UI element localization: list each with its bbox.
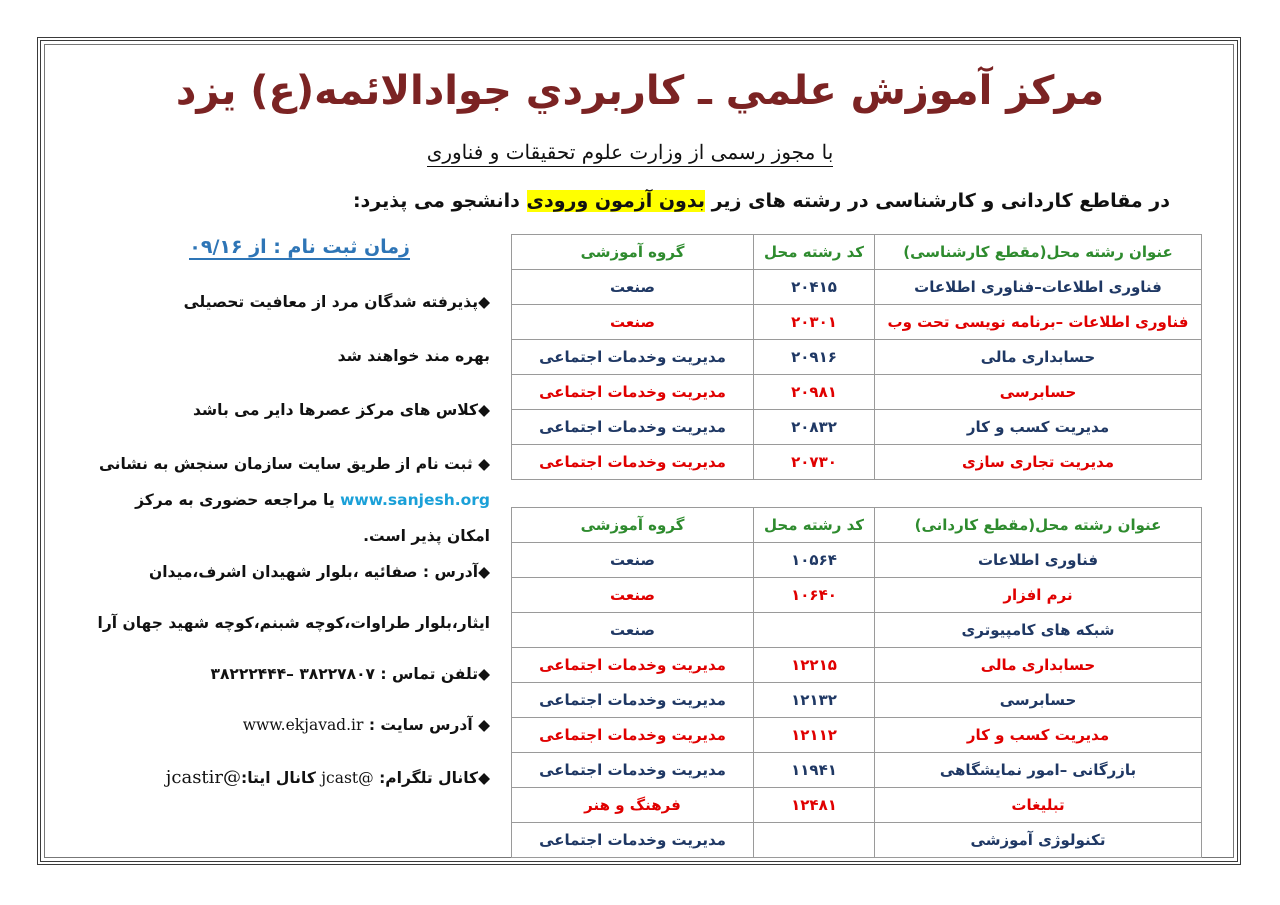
cell-name: مدیریت کسب و کار <box>875 410 1202 445</box>
info-exemption: ◆پذیرفته شدگان مرد از معافیت تحصیلی <box>183 293 490 311</box>
table-header-cell: کد رشته محل <box>754 508 875 543</box>
cell-code: ۲۰۳۰۱ <box>754 305 875 340</box>
table-header-cell: گروه آموزشی <box>512 235 754 270</box>
cell-name: حسابداری مالی <box>875 648 1202 683</box>
table-row <box>512 305 1202 340</box>
table-row <box>512 340 1202 375</box>
cell-group: مدیریت وخدمات اجتماعی <box>512 683 754 718</box>
cell-name: فناوری اطلاعات <box>875 543 1202 578</box>
cell-code: ۱۱۹۴۱ <box>754 753 875 788</box>
table-header-cell: عنوان رشته محل(مقطع کارشناسی) <box>875 235 1202 270</box>
table-row <box>512 270 1202 305</box>
table-header-cell: گروه آموزشی <box>512 508 754 543</box>
cell-group: مدیریت وخدمات اجتماعی <box>512 410 754 445</box>
associate-table <box>511 507 1202 858</box>
cell-name: مدیریت کسب و کار <box>875 718 1202 753</box>
table-row <box>512 823 1202 858</box>
cell-group: مدیریت وخدمات اجتماعی <box>512 375 754 410</box>
info-address: ◆آدرس : صفائیه ،بلوار شهیدان اشرف،میدان <box>149 563 490 581</box>
table-header-row <box>512 235 1202 270</box>
cell-group: مدیریت وخدمات اجتماعی <box>512 718 754 753</box>
cell-name: حسابرسی <box>875 375 1202 410</box>
registration-time: زمان ثبت نام : از ۰۹/۱۶ <box>189 236 410 258</box>
cell-name: فناوری اطلاعات–فناوری اطلاعات <box>875 270 1202 305</box>
info-registration: ◆ ثبت نام از طریق سایت سازمان سنجش به نشانی <box>98 455 490 473</box>
cell-name: حسابرسی <box>875 683 1202 718</box>
info-phone: ◆تلفن تماس : ۳۸۲۲۷۸۰۷ –۳۸۲۲۲۴۴۴ <box>210 665 490 683</box>
cell-code: ۱۲۱۱۲ <box>754 718 875 753</box>
cell-name: مدیریت تجاری سازی <box>875 445 1202 480</box>
cell-group: صنعت <box>512 270 754 305</box>
cell-group: مدیریت وخدمات اجتماعی <box>512 753 754 788</box>
cell-code: ۲۰۹۱۶ <box>754 340 875 375</box>
table-header-cell: عنوان رشته محل(مقطع کاردانی) <box>875 508 1202 543</box>
table-header-row <box>512 508 1202 543</box>
cell-group: صنعت <box>512 613 754 648</box>
cell-code: ۲۰۴۱۵ <box>754 270 875 305</box>
info-exemption-cont: بهره مند خواهند شد <box>337 347 490 365</box>
cell-name: بازرگانی –امور نمایشگاهی <box>875 753 1202 788</box>
table-row <box>512 543 1202 578</box>
cell-name: تبلیغات <box>875 788 1202 823</box>
info-website: ◆ آدرس سایت : www.ekjavad.ir <box>242 716 490 734</box>
table-row <box>512 753 1202 788</box>
cell-code: ۱۲۲۱۵ <box>754 648 875 683</box>
info-classes: ◆کلاس های مرکز عصرها دایر می باشد <box>192 401 490 419</box>
info-address-cont: ایثار،بلوار طراوات،کوچه شبنم،کوچه شهید جهان آرا <box>97 614 490 632</box>
cell-code: ۱۲۴۸۱ <box>754 788 875 823</box>
table-row <box>512 718 1202 753</box>
cell-group: مدیریت وخدمات اجتماعی <box>512 648 754 683</box>
cell-name: شبکه های کامپیوتری <box>875 613 1202 648</box>
cell-code: ۲۰۸۳۲ <box>754 410 875 445</box>
cell-group: مدیریت وخدمات اجتماعی <box>512 445 754 480</box>
cell-code <box>754 613 875 648</box>
cell-group: مدیریت وخدمات اجتماعی <box>512 823 754 858</box>
table-row <box>512 788 1202 823</box>
cell-code: ۲۰۹۸۱ <box>754 375 875 410</box>
cell-name: حسابداری مالی <box>875 340 1202 375</box>
table-row <box>512 683 1202 718</box>
cell-name: فناوری اطلاعات –برنامه نویسی تحت وب <box>875 305 1202 340</box>
no-exam-highlight: بدون آزمون ورودی <box>526 190 705 212</box>
eitaa-handle[interactable]: @jcastir <box>165 767 242 788</box>
bachelor-table <box>511 234 1202 480</box>
table-row <box>512 445 1202 480</box>
website-link[interactable]: www.ekjavad.ir <box>242 716 364 734</box>
page-title: مركز آموزش علمي ـ كاربردي جوادالائمه(ع) يزد <box>175 68 1105 114</box>
info-channels: ◆کانال تلگرام: @jcast کانال ایتا:@jcastir <box>165 767 490 788</box>
table-row <box>512 648 1202 683</box>
cell-code: ۲۰۷۳۰ <box>754 445 875 480</box>
cell-code: ۱۰۶۴۰ <box>754 578 875 613</box>
table-row <box>512 375 1202 410</box>
intro-line: در مقاطع کاردانی و کارشناسی در رشته های زیر بدون آزمون ورودی دانشجو می پذیرد: <box>352 190 1170 212</box>
table-header-cell: کد رشته محل <box>754 235 875 270</box>
table-row <box>512 578 1202 613</box>
telegram-handle[interactable]: @jcast <box>321 769 374 787</box>
cell-group: صنعت <box>512 543 754 578</box>
cell-code <box>754 823 875 858</box>
cell-group: مدیریت وخدمات اجتماعی <box>512 340 754 375</box>
info-registration-end: امکان پذیر است. <box>363 527 490 545</box>
cell-group: فرهنگ و هنر <box>512 788 754 823</box>
license-subtitle: با مجوز رسمی از وزارت علوم تحقیقات و فناوری <box>300 140 960 164</box>
cell-group: صنعت <box>512 578 754 613</box>
cell-name: نرم افزار <box>875 578 1202 613</box>
table-row <box>512 410 1202 445</box>
info-registration-cont: www.sanjesh.org یا مراجعه حضوری به مرکز <box>135 491 490 509</box>
cell-code: ۱۰۵۶۴ <box>754 543 875 578</box>
cell-name: تکنولوژی آموزشی <box>875 823 1202 858</box>
cell-group: صنعت <box>512 305 754 340</box>
table-row <box>512 613 1202 648</box>
cell-code: ۱۲۱۳۲ <box>754 683 875 718</box>
sanjesh-link[interactable]: www.sanjesh.org <box>340 491 490 509</box>
